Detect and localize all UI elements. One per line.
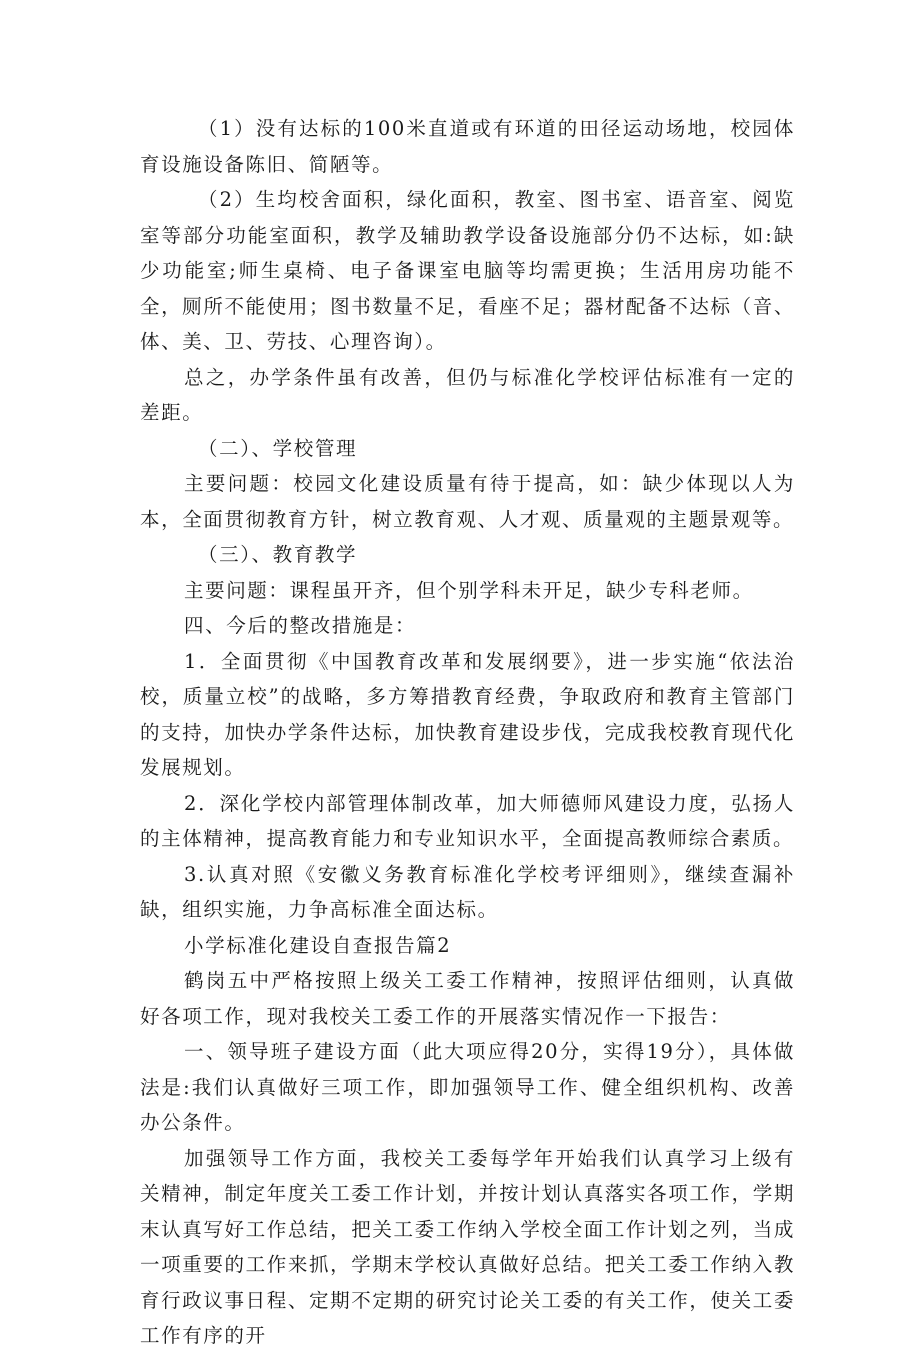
paragraph-measure-3: 3.认真对照《安徽义务教育标准化学校考评细则》，继续查漏补缺，组织实施，力争高标准全面达标。 [140, 862, 795, 921]
paragraph-building-area: （2）生均校舍面积，绿化面积，教室、图书室、语音室、阅览室等部分功能室面积，教学及辅助教学设备设施部分仍不达标，如:缺少功能室;师生桌椅、电子备课室电脑等均需更换；生活用房功能不全，厕所不能使用；图书数量不足，看座不足；器材配备不达标（音、体、美、卫、劳技、心理咨询）。 [140, 188, 795, 353]
section-heading-rectification: 四、今后的整改措施是： [184, 614, 417, 637]
paragraph-leadership: 一、领导班子建设方面（此大项应得20分，实得19分），具体做法是:我们认真做好三项工作，即加强领导工作、健全组织机构、改善办公条件。 [140, 1040, 795, 1134]
paragraph-report-intro: 鹤岗五中严格按照上级关工委工作精神，按照评估细则，认真做好各项工作，现对我校关工委工作的开展落实情况作一下报告： [140, 969, 795, 1028]
paragraph-measure-1: 1．全面贯彻《中国教育改革和发展纲要》，进一步实施“依法治校，质量立校”的战略，多方筹措教育经费，争取政府和教育主管部门的支持，加快办学条件达标，加快教育建设步伐，完成我校教育现代化发展规划。 [140, 649, 795, 779]
paragraph-management-issue: 主要问题：校园文化建设质量有待于提高，如：缺少体现以人为本，全面贯彻教育方针，树立教育观、人才观、质量观的主题景观等。 [140, 472, 795, 531]
paragraph-measure-2: 2．深化学校内部管理体制改革，加大师德师风建设力度，弘扬人的主体精神，提高教育能力和专业知识水平，全面提高教师综合素质。 [140, 791, 795, 850]
section-heading-education-teaching: （三）、教育教学 [198, 543, 358, 566]
paragraph-leadership-detail: 加强领导工作方面，我校关工委每学年开始我们认真学习上级有关精神，制定年度关工委工作计划，并按计划认真落实各项工作，学期末认真写好工作总结，把关工委工作纳入学校全面工作计划之列，当成一项重要的工作来抓，学期末学校认真做好总结。把关工委工作纳入教育行政议事日程、定期不定期的研究讨论关工委的有关工作，使关工委工作有序的开 [140, 1146, 795, 1347]
article-title-part-2: 小学标准化建设自查报告篇2 [184, 933, 452, 957]
paragraph-sports-facilities: （1）没有达标的100米直道或有环道的田径运动场地，校园体育设施设备陈旧、简陋等。 [140, 117, 795, 176]
paragraph-teaching-issue: 主要问题：课程虽开齐，但个别学科未开足，缺少专科老师。 [184, 578, 754, 602]
section-heading-school-management: （二）、学校管理 [198, 436, 358, 460]
document-body [140, 111, 795, 1354]
paragraph-summary: 总之，办学条件虽有改善，但仍与标准化学校评估标准有一定的差距。 [140, 365, 795, 424]
